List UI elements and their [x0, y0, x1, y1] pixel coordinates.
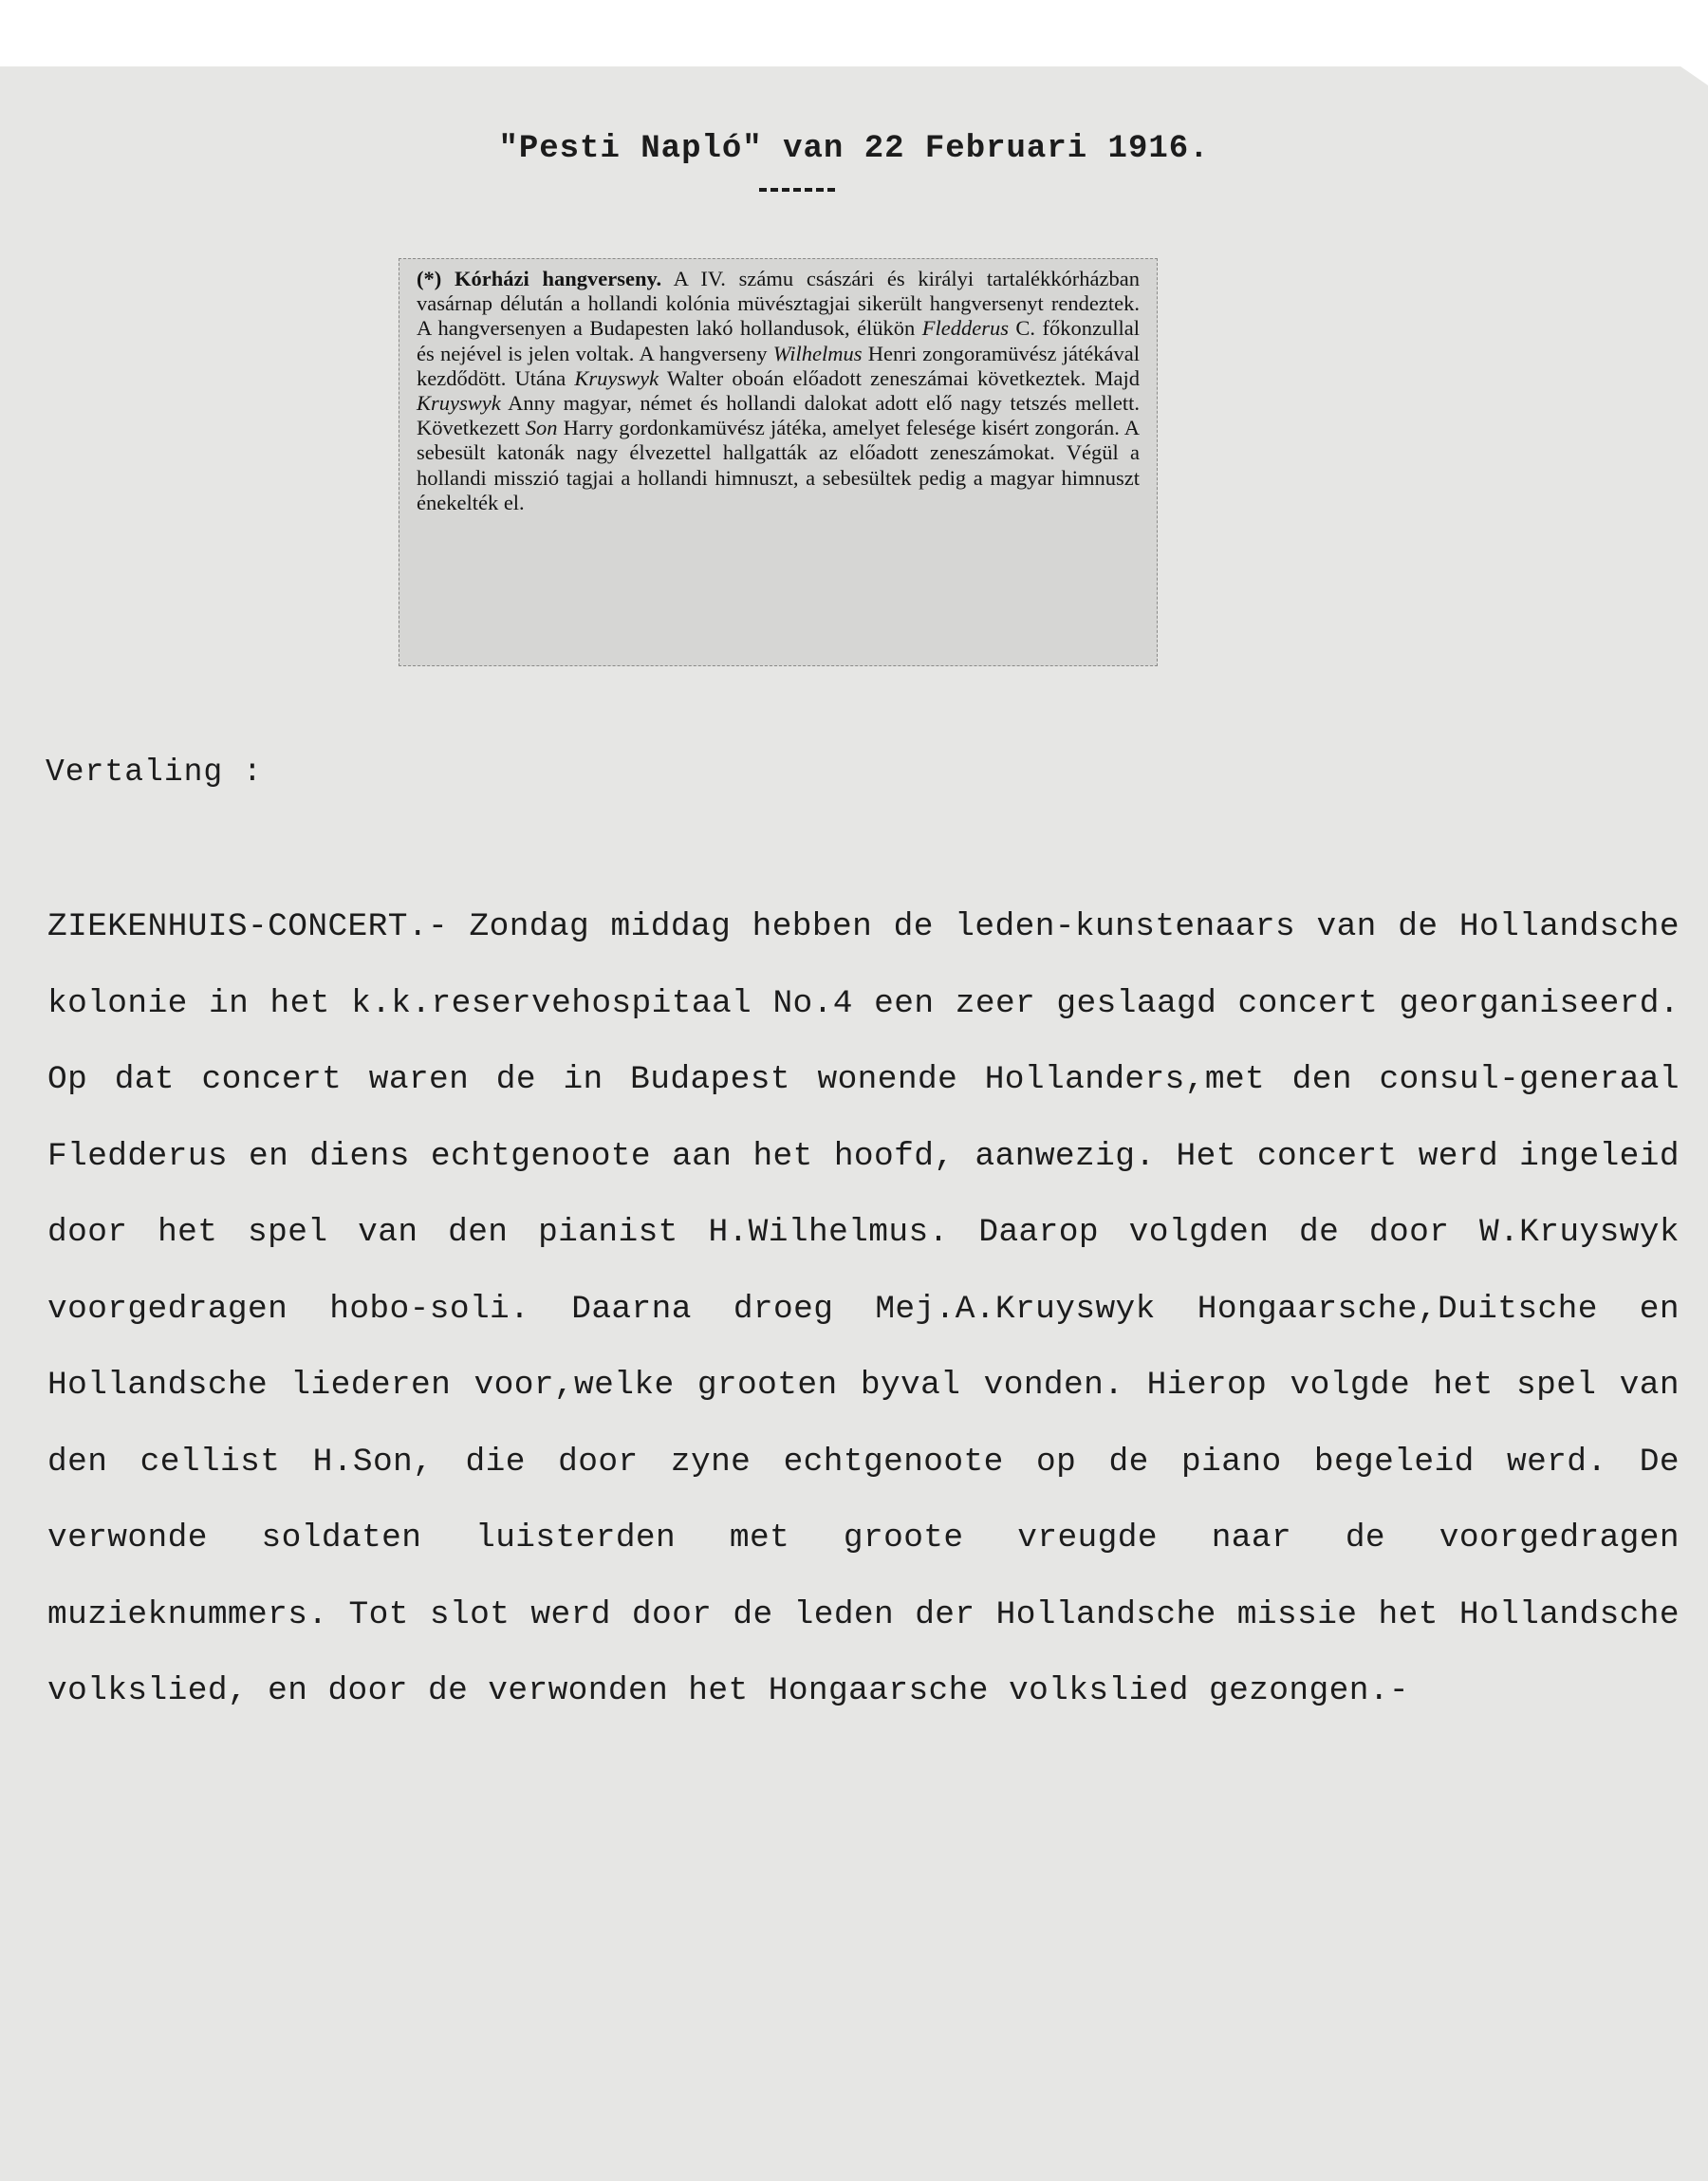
clipping-text: A IV. számu császári és királyi tartalékkórházban vasárnap délután a hollandi kolónia müvésztagjai sikerült hangversenyt rendeztek. A hangversenyen a Budapesten lakó hollandusok, élükön [417, 267, 1140, 341]
clipping-text: Walter oboán előadott zeneszámai következtek. Majd [659, 365, 1140, 390]
clipping-text: C. főkonzullal és nejével is jelen voltak. A hangverseny [417, 316, 1140, 365]
document-heading: "Pesti Napló" van 22 Februari 1916. [498, 131, 1210, 167]
page-corner-fold [1585, 0, 1708, 85]
clipping-text: Harry gordonkamüvész játéka, amelyet felesége kisért zongorán. A sebesült katonák nagy élvezettel hallgatták az előadott zeneszámokat. Végül a hollandi misszió tagjai a hollandi himnuszt, a sebesültek pedig a magyar himnuszt énekelték el. [417, 416, 1141, 514]
clipping-text: Anny magyar, német és hollandi dalokat adott elő nagy tetszés mellett. Következett [417, 391, 1140, 440]
clipping-name: Son [525, 416, 558, 440]
clipping-name: Kruyswyk [574, 365, 659, 390]
translation-text: ZIEKENHUIS-CONCERT.- Zondag middag hebben de leden-kunstenaars van de Hollandsche kolonie in het k.k.reservehospitaal No.4 een zeer geslaagd concert georganiseerd. Op dat concert waren de in Budapest wonende Hollanders,met den consul-generaal Fledderus en diens echtgenoote aan het hoofd, aanwezig. Het concert werd ingeleid door het spel van den pianist H.Wilhelmus. Daarop volgden de door W.Kruyswyk voorgedragen hobo-soli. Daarna droeg Mej.A.Kruyswyk Hongaarsche,Duitsche en Hollandsche liederen voor,welke grooten byval vonden. Hierop volgde het spel van den cellist H.Son, die door zyne echtgenoote op de piano begeleid werd. De verwonde soldaten luisterden met groote vreugde naar de voorgedragen muzieknummers. Tot slot werd door de leden der Hollandsche missie het Hollandsche volkslied, en door de verwonden het Hongaarsche volkslied gezongen.- [47, 908, 1680, 1709]
clipping-name: Fledderus [921, 316, 1009, 341]
clipping-name: Kruyswyk [417, 391, 501, 416]
clipping-name: Wilhelmus [772, 341, 863, 365]
clipping-headline: (*) Kórházi hangverseny. [417, 267, 662, 290]
page-top-margin [0, 0, 1708, 66]
heading-underline [759, 188, 835, 197]
translation-label: Vertaling : [46, 755, 263, 790]
newspaper-clipping [399, 258, 1158, 666]
clipping-text: Henri zongoramüvész játékával kezdődött. Utána [417, 341, 1140, 390]
